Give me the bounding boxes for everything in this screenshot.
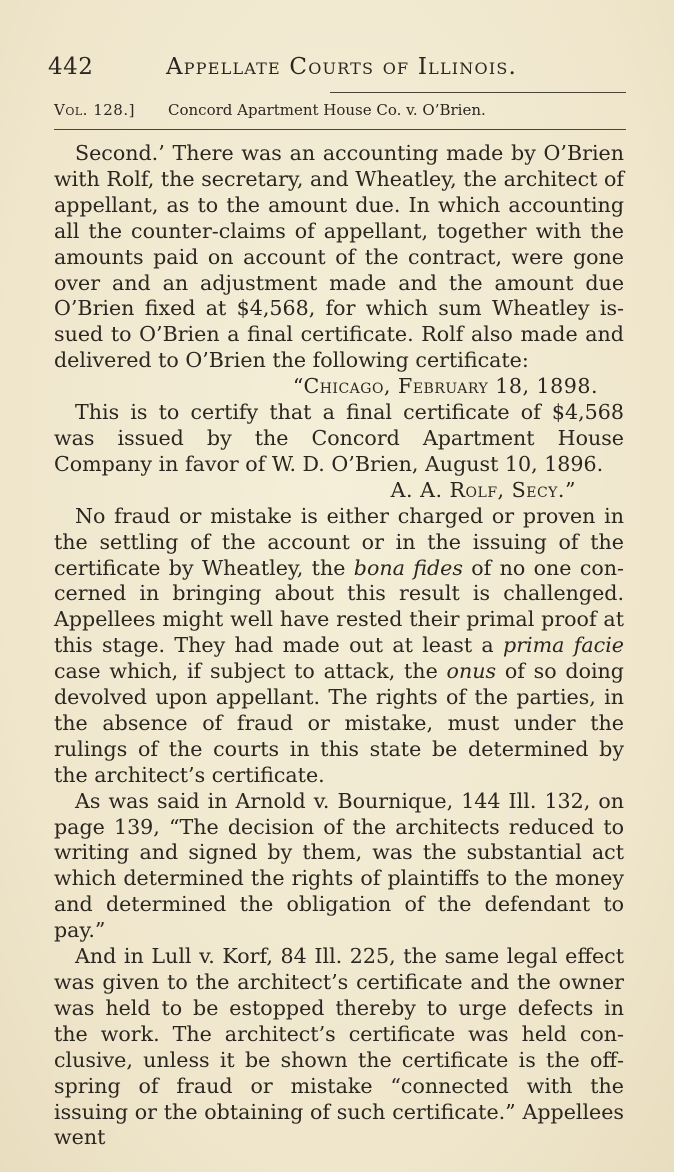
paragraph-no-fraud: [54, 504, 624, 789]
paragraph-certificate: This is to certify that a final certificate of $4,568 was issued by the Concord Apartment House Company in favor of W. D. O’Brien, August 10, 1896.: [54, 400, 624, 476]
page-number: 442: [48, 54, 94, 80]
certificate-dateline: [54, 374, 624, 400]
paragraph-lull: And in Lull v. Korf, 84 Ill. 225, the same legal effect was given to the architect’s certificate and the owner was held to be estopped thereby to urge defects in the work. The architect’s certificate was held conclusive, unless it be shown the certificate is the offspring of fraud or mistake “connected with the issuing or the obtaining of such certificate.” Appellees went: [54, 944, 624, 1150]
header-rule-top: [330, 92, 626, 93]
paragraph-accounting: Second.’ There was an accounting made by O’Brien with Rolf, the secretary, and Wheatley, the architect of appellant, as to the amount due. In which accounting all the counter-claims of appellant, together with the amounts paid on account of the contract, were gone over and an adjustment made and the amount due O’Brien fixed at $4,568, for which sum Wheatley issued to O’Brien a final certificate. Rolf also made and delivered to O’Brien the following certificate:: [54, 141, 624, 373]
running-title: Appellate Courts of Illinois.: [166, 54, 518, 80]
p3-text-c: case which, if subject to attack, the: [54, 659, 447, 684]
p3-text-d: of so doing devolved upon appellant. The rights of the parties, in the absence of fraud or mistake, must under the rulings of the courts in this state be determined by the architect’s certificate.: [54, 659, 624, 787]
dateline-open-quote: “: [292, 374, 304, 399]
p3-text-a: No fraud or mistake is either charged or proven in the settling of the account or in the issuing of the certificate by Wheatley, the: [54, 503, 624, 580]
signature-text: A. A. Rolf, Secy.”: [390, 477, 576, 502]
term-onus: onus: [446, 659, 497, 684]
term-bona-fides: bona fides: [353, 555, 463, 580]
header-rule-bottom: [54, 129, 626, 130]
case-caption: Concord Apartment House Co. v. O’Brien.: [168, 101, 486, 119]
term-prima-facie: prima facie: [503, 633, 624, 658]
body-text: [54, 141, 624, 1151]
p3-text-b: of no one concerned in bringing about this result is challenged. Appellees might well have rested their primal proof at this stage. They had made out at least a: [54, 555, 625, 658]
running-head: [48, 52, 626, 88]
paragraph-arnold: As was said in Arnold v. Bournique, 144 Ill. 132, on page 139, “The decision of the architects reduced to writing and signed by them, was the substantial act which determined the rights of plaintiffs to the money and determined the obligation of the defendant to pay.”: [54, 788, 624, 943]
volume-label: Vol. 128.]: [54, 101, 135, 119]
dateline-text: Chicago, February 18, 1898.: [303, 374, 598, 399]
certificate-signature: [54, 478, 624, 504]
